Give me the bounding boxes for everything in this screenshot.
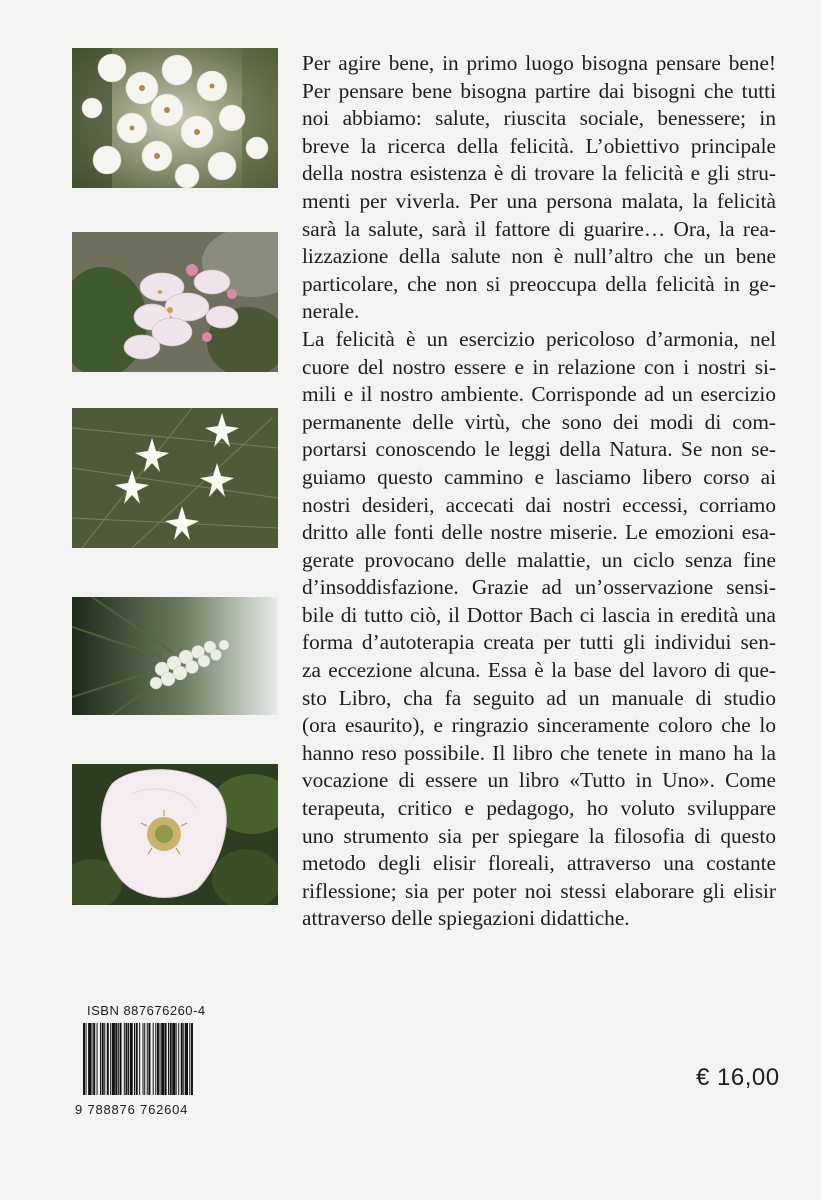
body-line: mili e il nostro ambiente. Corrisponde ad un esercizio — [302, 382, 776, 407]
isbn-label: ISBN 887676260-4 — [87, 1003, 206, 1018]
body-line: menti per viverla. Per una persona malata, la felicità — [302, 188, 776, 213]
body-line: particolare, che non si preoccupa della felicità in ge- — [302, 271, 776, 296]
photo-white-star-flowers — [72, 408, 278, 548]
body-line: forma d’autoterapia creata per tutti gli individui sen- — [302, 630, 776, 655]
photo-white-blossom-cluster — [72, 48, 278, 188]
body-line: terapeuta, critico e pedagogo, ho voluto sviluppare — [302, 796, 776, 821]
body-line: nostri desideri, accecati dai nostri eccessi, corriamo — [302, 492, 776, 517]
photo-white-bud-spike — [72, 597, 278, 715]
body-line: Per pensare bene bisogna partire dai bisogni che tutti — [302, 78, 776, 103]
body-text — [302, 50, 776, 933]
body-line: La felicità è un esercizio pericoloso d’armonia, nel — [302, 326, 776, 351]
body-line: permanente delle virtù, che sono dei modi di com- — [302, 409, 776, 434]
body-line: attraverso delle spiegazioni didattiche. — [302, 906, 630, 931]
body-line: guiamo questo cammino e lasciamo libero corso ai — [302, 464, 776, 489]
body-line: Per agire bene, in primo luogo bisogna pensare bene! — [302, 51, 776, 75]
body-line: uno strumento sia per spiegare la filosofia di questo — [302, 823, 776, 848]
body-line: hanno reso possibile. Il libro che tenete in mano ha la — [302, 740, 776, 765]
body-line: nerale. — [302, 299, 360, 324]
body-line: riflessione; sia per poter noi stessi elaborare gli elisir — [302, 878, 776, 903]
body-line: cuore del nostro essere e in relazione con i nostri si- — [302, 354, 776, 379]
body-line: sto Libro, cha fa seguito ad un manuale di studio — [302, 685, 776, 710]
body-line: dritto alle fonti delle nostre miserie. Le emozioni esa- — [302, 520, 776, 545]
body-line: metodo degli elisir floreali, attraverso una costante — [302, 851, 776, 876]
body-line: gerate provocano delle malattie, un ciclo senza fine — [302, 547, 776, 572]
body-line: noi abbiamo: salute, riuscita sociale, benessere; in — [302, 106, 776, 131]
body-line: sarà la salute, sarà il fattore di guarire… Ora, la rea- — [302, 216, 776, 241]
photo-pink-apple-blossom — [72, 232, 278, 372]
body-line: bile di tutto ciò, il Dottor Bach ci lascia in eredità una — [302, 602, 776, 627]
price-label: € 16,00 — [696, 1064, 780, 1091]
body-line: della nostra esistenza è di trovare la felicità e gli stru- — [302, 161, 776, 186]
body-line: (ora esaurito), e ringrazio sinceramente coloro che lo — [302, 713, 776, 738]
body-line: lizzazione della salute non è null’altro che un bene — [302, 244, 776, 269]
ean-number: 9 788876 762604 — [75, 1102, 189, 1117]
body-line: breve la ricerca della felicità. L’obiettivo principale — [302, 133, 776, 158]
barcode-block — [75, 1003, 225, 1117]
photo-white-wild-rose — [72, 764, 278, 905]
body-line: d’insoddisfazione. Grazie ad un’osservazione sensi- — [302, 575, 776, 600]
body-line: vocazione di essere un libro «Tutto in Uno». Come — [302, 768, 776, 793]
barcode-icon — [83, 1023, 225, 1095]
body-line: za eccezione alcuna. Essa è la base del lavoro di que- — [302, 658, 776, 683]
body-line: portarsi conoscendo le leggi della Natura. Se non se- — [302, 437, 776, 462]
